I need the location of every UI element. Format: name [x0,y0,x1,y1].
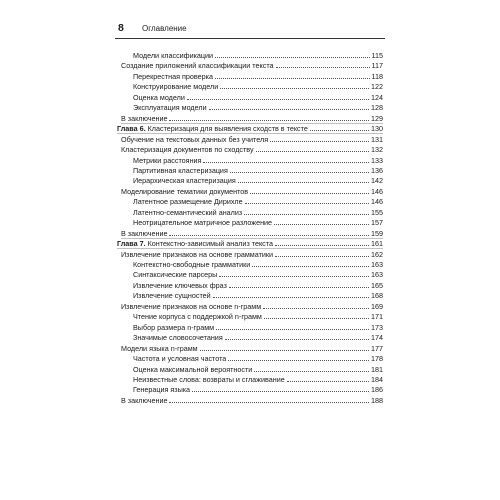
toc-page-number: 168 [371,291,383,301]
toc-entry [121,133,383,144]
toc-entry-text: Метрики расстояния [133,155,202,165]
toc-entry [121,248,383,259]
toc-entry [133,383,383,394]
toc-entry-text: Оценка максимальной вероятности [133,364,253,374]
toc-entry [121,143,383,154]
toc-entry [133,331,383,342]
dot-leader [220,88,369,89]
toc-entry [133,164,383,175]
dot-leader [245,203,369,204]
toc-entry-text: Неизвестные слова: возвраты и сглаживание [133,374,285,384]
toc-page-number: 165 [371,280,383,290]
dot-leader [254,371,369,372]
dot-leader [310,130,369,131]
dot-leader [287,381,369,382]
toc-page-number: 177 [371,343,383,353]
dot-leader [225,339,369,340]
toc-page-number: 133 [371,155,383,165]
toc-entry-text: Извлечение признаков на основе n-грамм [121,301,262,311]
dot-leader [256,151,369,152]
toc-entry [133,310,383,321]
toc-page-number: 115 [371,51,383,60]
dot-leader [275,245,369,246]
toc-entry [133,154,383,165]
toc-page-number: 122 [371,82,383,92]
toc-entry [121,394,383,405]
dot-leader [276,67,370,68]
toc-page-number: 188 [371,395,383,405]
toc-page-number: 131 [371,134,383,144]
toc-entry [133,195,383,206]
toc-entry-text: Модели классификации [133,51,214,60]
toc-chapter-number: Глава 7. [117,239,146,249]
toc-entry-text: Модели языка n-грамм [121,343,198,353]
dot-leader [270,141,369,142]
toc-page-number: 159 [371,228,383,238]
toc-page-number: 163 [371,270,383,280]
toc-page-number: 171 [371,312,383,322]
toc-chapter-entry [117,122,383,133]
toc-page-number: 178 [371,354,383,364]
toc-page-number: 169 [371,301,383,311]
toc-entry-text: Эксплуатация модели [133,103,207,113]
dot-leader [264,318,369,319]
toc-page-number: 146 [371,186,383,196]
dot-leader [274,224,369,225]
toc-page-number: 161 [371,239,383,249]
toc-entry [121,185,383,196]
toc-entry-text: Контекстно-свободные грамматики [133,260,251,269]
dot-leader [203,162,369,163]
toc-page-number: 181 [371,364,383,374]
toc-entry-text: Иерархическая кластеризация [133,176,236,186]
toc-entry [133,352,383,363]
toc-entry-text: Латентное размещение Дирихле [133,197,243,207]
toc-page-number: 117 [371,61,383,71]
toc-entry-title [121,396,169,405]
dot-leader [275,256,369,257]
toc-entry-text: Извлечение сущностей [133,291,211,301]
running-header-title: Оглавление [142,24,187,33]
dot-leader [200,350,369,351]
dot-leader [216,329,369,330]
toc-entry-text: Значимые словосочетания [133,333,223,343]
toc-entry [121,227,383,238]
dot-leader [219,276,369,277]
toc-entry-text: Синтаксические парсеры [133,270,218,280]
toc-page-number: 132 [371,145,383,155]
toc-entry-text: Извлечение ключевых фраз [133,280,227,290]
toc-entry-text: Контекстно-зависимый анализ текста [145,239,273,249]
toc-page-number: 128 [371,103,383,113]
toc-entry-text: В заключение [121,395,168,405]
toc-entry [121,112,383,123]
dot-leader [215,57,369,58]
toc-entry-text: Чтение корпуса с поддержкой n-грамм [133,312,262,322]
dot-leader [263,308,369,309]
dot-leader [192,391,369,392]
toc-page-number: 162 [371,249,383,259]
toc-page-number: 130 [371,124,383,134]
toc-entry-text: Частота и условная частота [133,354,227,364]
toc-entry [133,258,383,269]
toc-entry [133,279,383,290]
dot-leader [228,360,369,361]
dot-leader [244,214,369,215]
toc-page-number: 142 [371,176,383,186]
dot-leader [169,235,369,236]
dot-leader [252,266,369,267]
toc-entry [121,300,383,311]
toc-entry [133,206,383,217]
toc-page-number: 146 [371,197,383,207]
toc-page-number: 163 [371,260,383,269]
toc-page-number: 124 [371,92,383,102]
dot-leader [169,120,369,121]
toc-page-number: 184 [371,374,383,384]
toc-entry [133,101,383,112]
toc-entry-text: Выбор размера n-грамм [133,322,215,332]
toc-page-number: 118 [371,71,383,81]
dot-leader [238,182,369,183]
toc-entry-text: Создание приложений классификации текста [121,61,274,71]
dot-leader [250,193,369,194]
dot-leader [209,109,369,110]
toc-entry-text: Генерация языка [133,385,191,395]
toc-entry-text: Неотрицательное матричное разложение [133,218,273,228]
toc-entry [133,174,383,185]
toc-page-number: 155 [371,207,383,217]
toc-entry-text: Моделирование тематики документов [121,186,249,196]
dot-leader [215,78,370,79]
toc-entry [133,49,383,60]
toc-entry [133,363,383,374]
toc-page-number: 174 [371,333,383,343]
dot-leader [187,99,369,100]
toc-entry-text: Кластеризация для выявления сходств в тексте [145,124,308,134]
toc-page-number: 129 [371,113,383,123]
toc-entry [121,59,383,70]
toc-entry [121,342,383,353]
toc-entry [133,216,383,227]
toc-entry-text: В заключение [121,113,168,123]
toc-page-number: 157 [371,218,383,228]
toc-entry-text: Латентно-семантический анализ [133,207,243,217]
page-number: 8 [118,22,124,34]
toc-entry [133,289,383,300]
toc-entry [133,91,383,102]
toc-entry-text: Кластеризация документов по сходству [121,145,254,155]
toc-entry-text: Перекрестная проверка [133,71,213,81]
dot-leader [169,402,369,403]
toc-page-number: 173 [371,322,383,332]
toc-entry-text: Оценка модели [133,92,185,102]
toc-entry [133,321,383,332]
toc-entry [133,373,383,384]
toc-entry-text: Извлечение признаков на основе грамматики [121,249,274,259]
toc-entry [133,268,383,279]
toc-page-number: 186 [371,385,383,395]
toc-page-number: 136 [371,165,383,175]
toc-entry-text: Партитивная кластеризация [133,165,228,175]
toc-chapter-entry [117,237,383,248]
toc-entry-text: Обучение на текстовых данных без учителя [121,134,269,144]
toc-entry-text: В заключение [121,228,168,238]
toc-chapter-number: Глава 6. [117,124,146,134]
dot-leader [213,297,369,298]
dot-leader [229,287,369,288]
toc-entry [133,70,383,81]
dot-leader [230,172,369,173]
toc-entry [133,80,383,91]
toc-entry-text: Конструирование модели [133,82,219,92]
